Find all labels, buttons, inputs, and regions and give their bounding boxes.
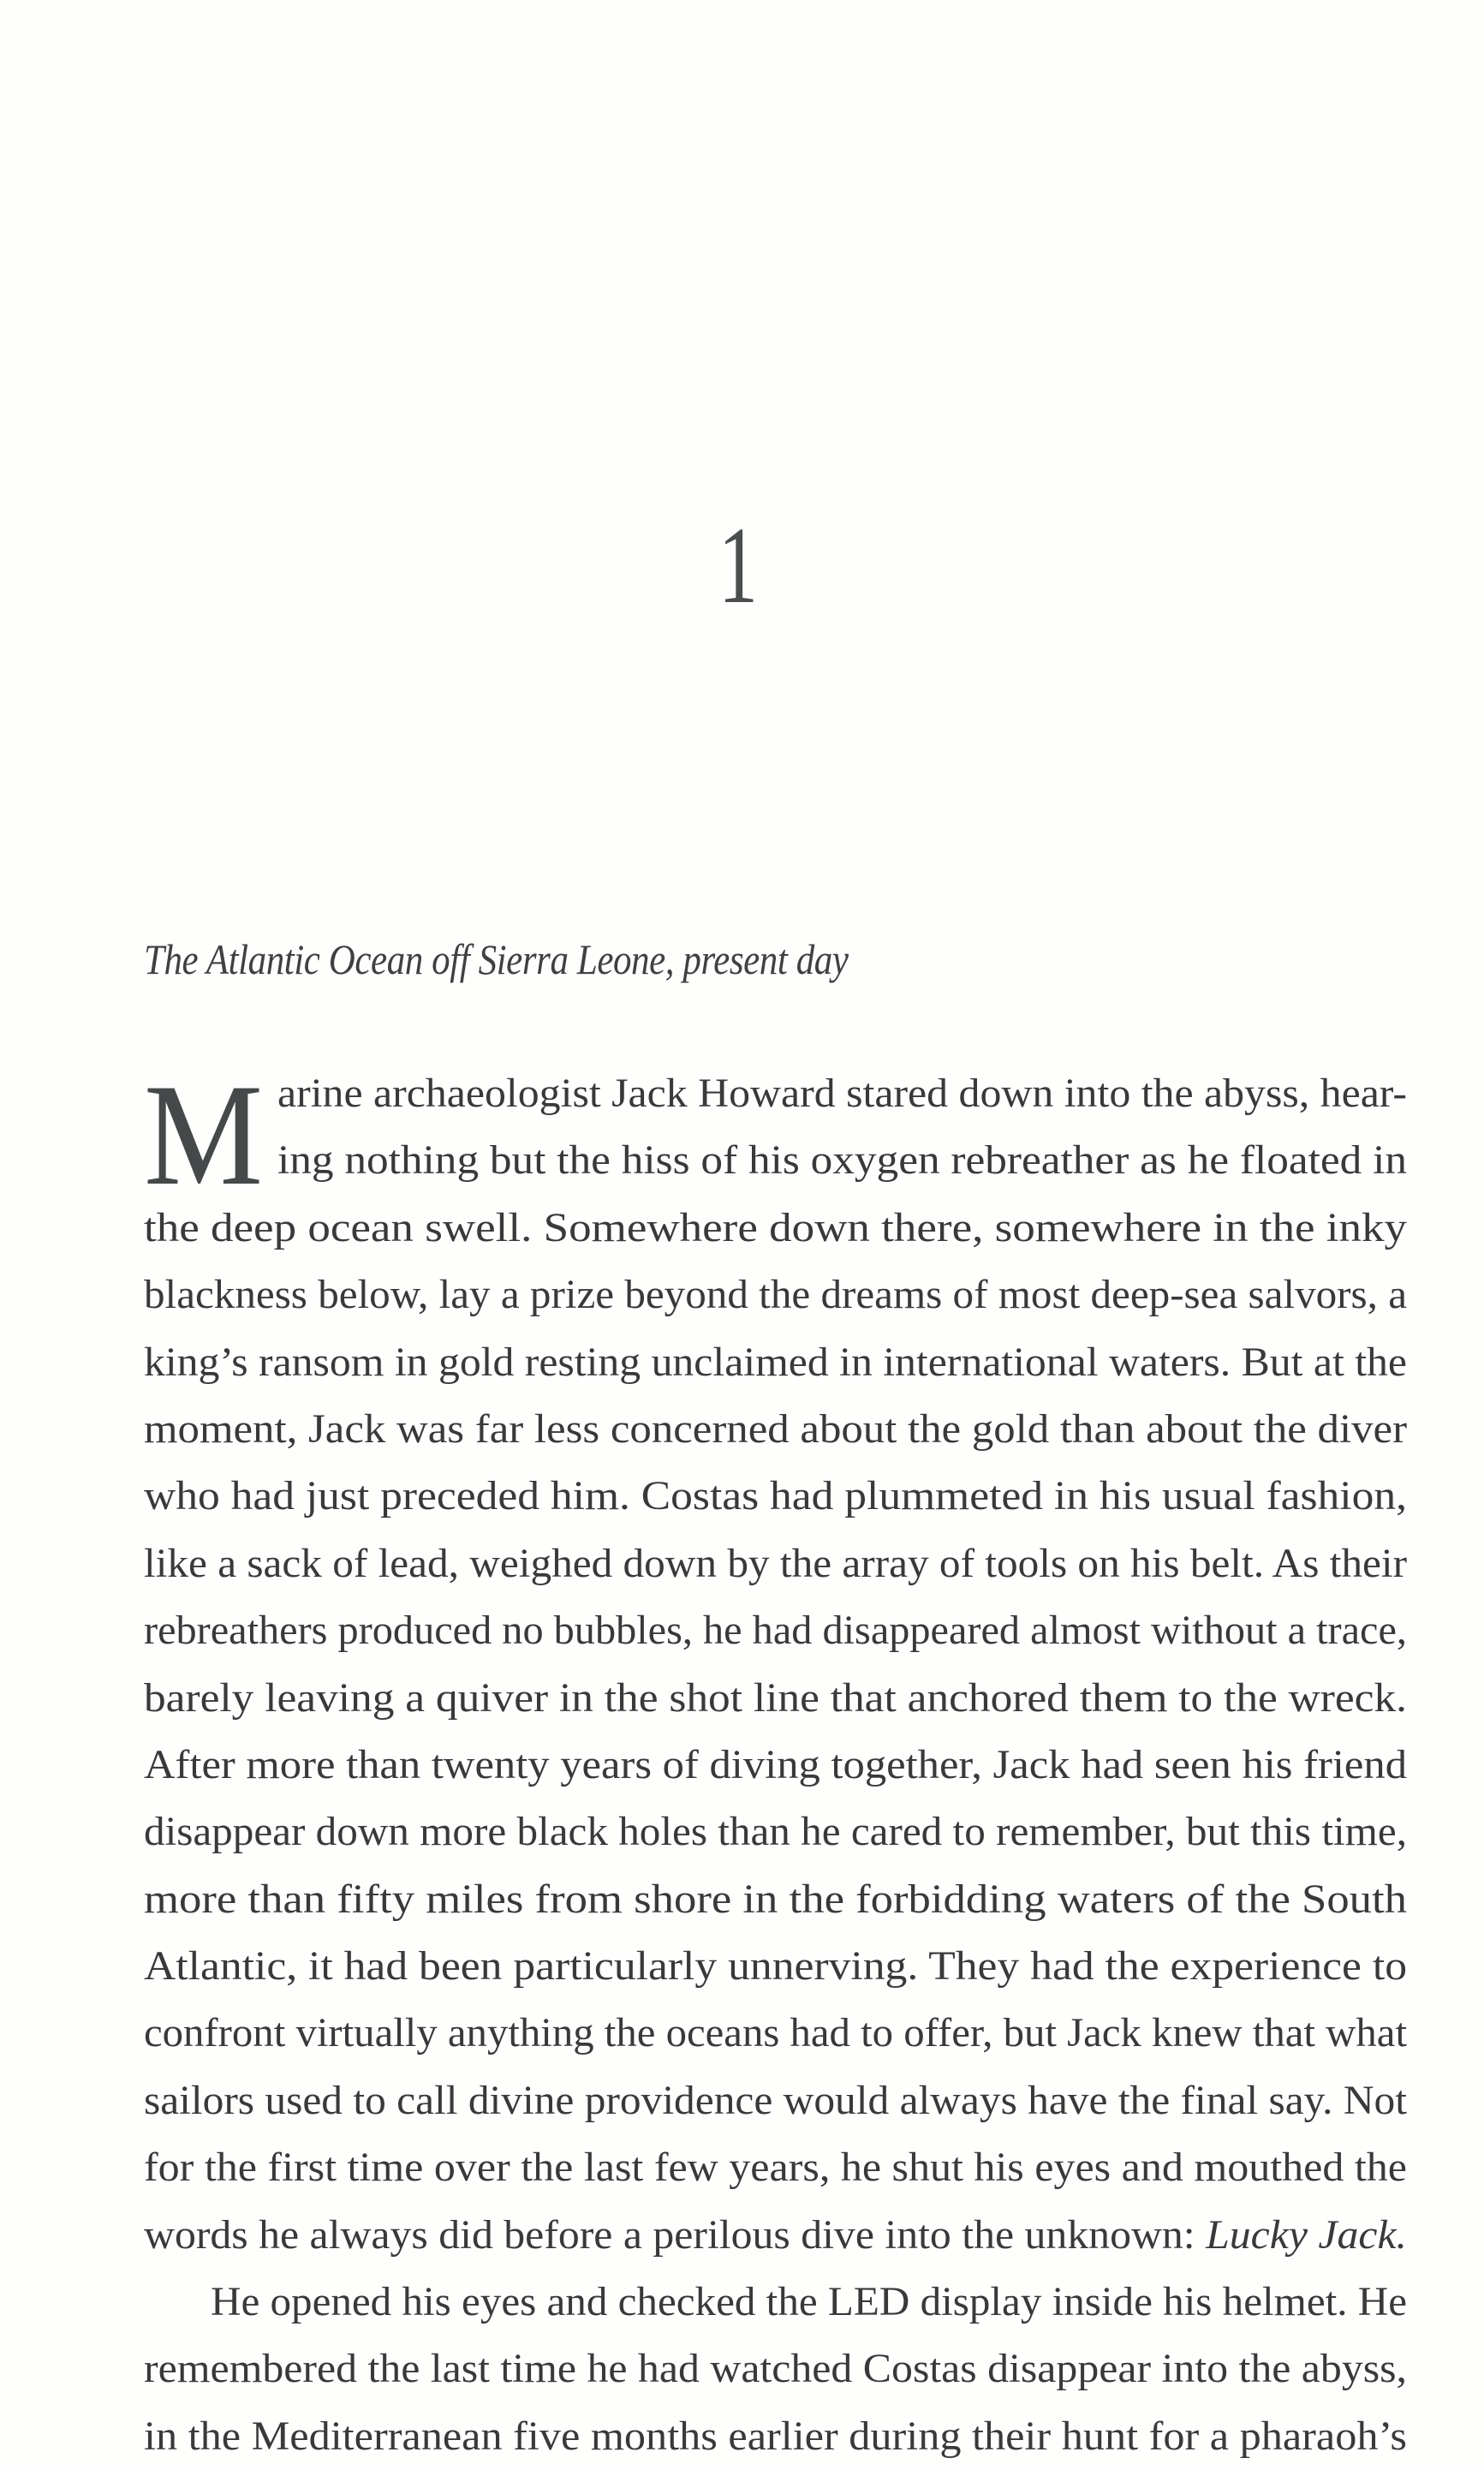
text-line — [144, 2336, 1407, 2402]
text-line — [144, 2134, 1407, 2201]
text-line — [144, 1530, 1407, 1597]
text-line — [144, 1127, 1407, 1194]
text-line — [144, 1195, 1407, 1262]
text-line — [144, 1732, 1407, 1799]
text-line-content: arine archaeologist Jack Howard stared down into the abyss, hear- — [277, 1071, 1407, 1116]
text-line — [144, 2403, 1407, 2470]
text-line-content: blackness below, lay a prize beyond the dreams of most deep-sea salvors, a — [144, 1272, 1407, 1318]
italic-phrase: Lucky Jack. — [1206, 2211, 1408, 2258]
text-line — [144, 2000, 1407, 2067]
text-line — [144, 1463, 1407, 1530]
text-line-content: confront virtually anything the oceans had to offer, but Jack knew that what — [144, 2010, 1407, 2056]
text-line — [144, 1933, 1407, 2000]
drop-cap: M — [144, 1054, 264, 1215]
text-line — [144, 1329, 1407, 1396]
text-line — [144, 1597, 1407, 1664]
text-line — [144, 1262, 1407, 1328]
text-line-content: disappear down more black holes than he cared to remember, but this time, — [144, 1809, 1407, 1855]
text-line-content: sailors used to call divine providence would always have the final say. Not — [144, 2077, 1407, 2123]
text-line — [144, 2202, 1407, 2269]
text-line-content: ing nothing but the hiss of his oxygen rebreather as he floated in — [277, 1137, 1407, 1184]
text-line-content: like a sack of lead, weighed down by the array of tools on his belt. As their — [144, 1540, 1407, 1586]
text-line — [144, 1866, 1407, 1933]
text-line-content: who had just preceded him. Costas had plummeted in his usual fashion, — [144, 1473, 1407, 1519]
text-line-content: barely leaving a quiver in the shot line that anchored them to the wreck. — [144, 1674, 1407, 1721]
text-line-content: more than fifty miles from shore in the forbidding waters of the South — [144, 1876, 1408, 1922]
chapter-number: 1 — [718, 504, 758, 626]
chapter-location-heading: The Atlantic Ocean off Sierra Leone, present day — [144, 935, 849, 983]
body-text — [144, 1054, 1408, 2470]
text-line-content — [144, 2202, 1407, 2269]
text-line-content: After more than twenty years of diving together, Jack had seen his friend — [144, 1741, 1407, 1787]
text-line-content: the deep ocean swell. Somewhere down there, somewhere in the inky — [144, 1204, 1407, 1250]
text-line-content: moment, Jack was far less concerned about the gold than about the diver — [144, 1405, 1407, 1452]
text-line — [144, 2067, 1407, 2134]
text-line-content: king’s ransom in gold resting unclaimed in international waters. But at the — [144, 1339, 1407, 1385]
text-line — [144, 2269, 1407, 2336]
text-line — [144, 1799, 1407, 1865]
text-line — [144, 1665, 1407, 1732]
text-line-content: Atlantic, it had been particularly unnerving. They had the experience to — [144, 1943, 1407, 1990]
text-run: words he always did before a perilous dive into the unknown: — [144, 2211, 1207, 2258]
text-line-content: in the Mediterranean five months earlier during their hunt for a pharaoh’s — [144, 2413, 1407, 2459]
text-line-content: for the first time over the last few years, he shut his eyes and mouthed the — [144, 2145, 1408, 2191]
text-line — [144, 1396, 1407, 1463]
text-line-content: rebreathers produced no bubbles, he had disappeared almost without a trace, — [144, 1608, 1407, 1654]
text-line-content: remembered the last time he had watched Costas disappear into the abyss, — [144, 2346, 1407, 2392]
text-line-content: He opened his eyes and checked the LED display inside his helmet. He — [211, 2279, 1407, 2325]
